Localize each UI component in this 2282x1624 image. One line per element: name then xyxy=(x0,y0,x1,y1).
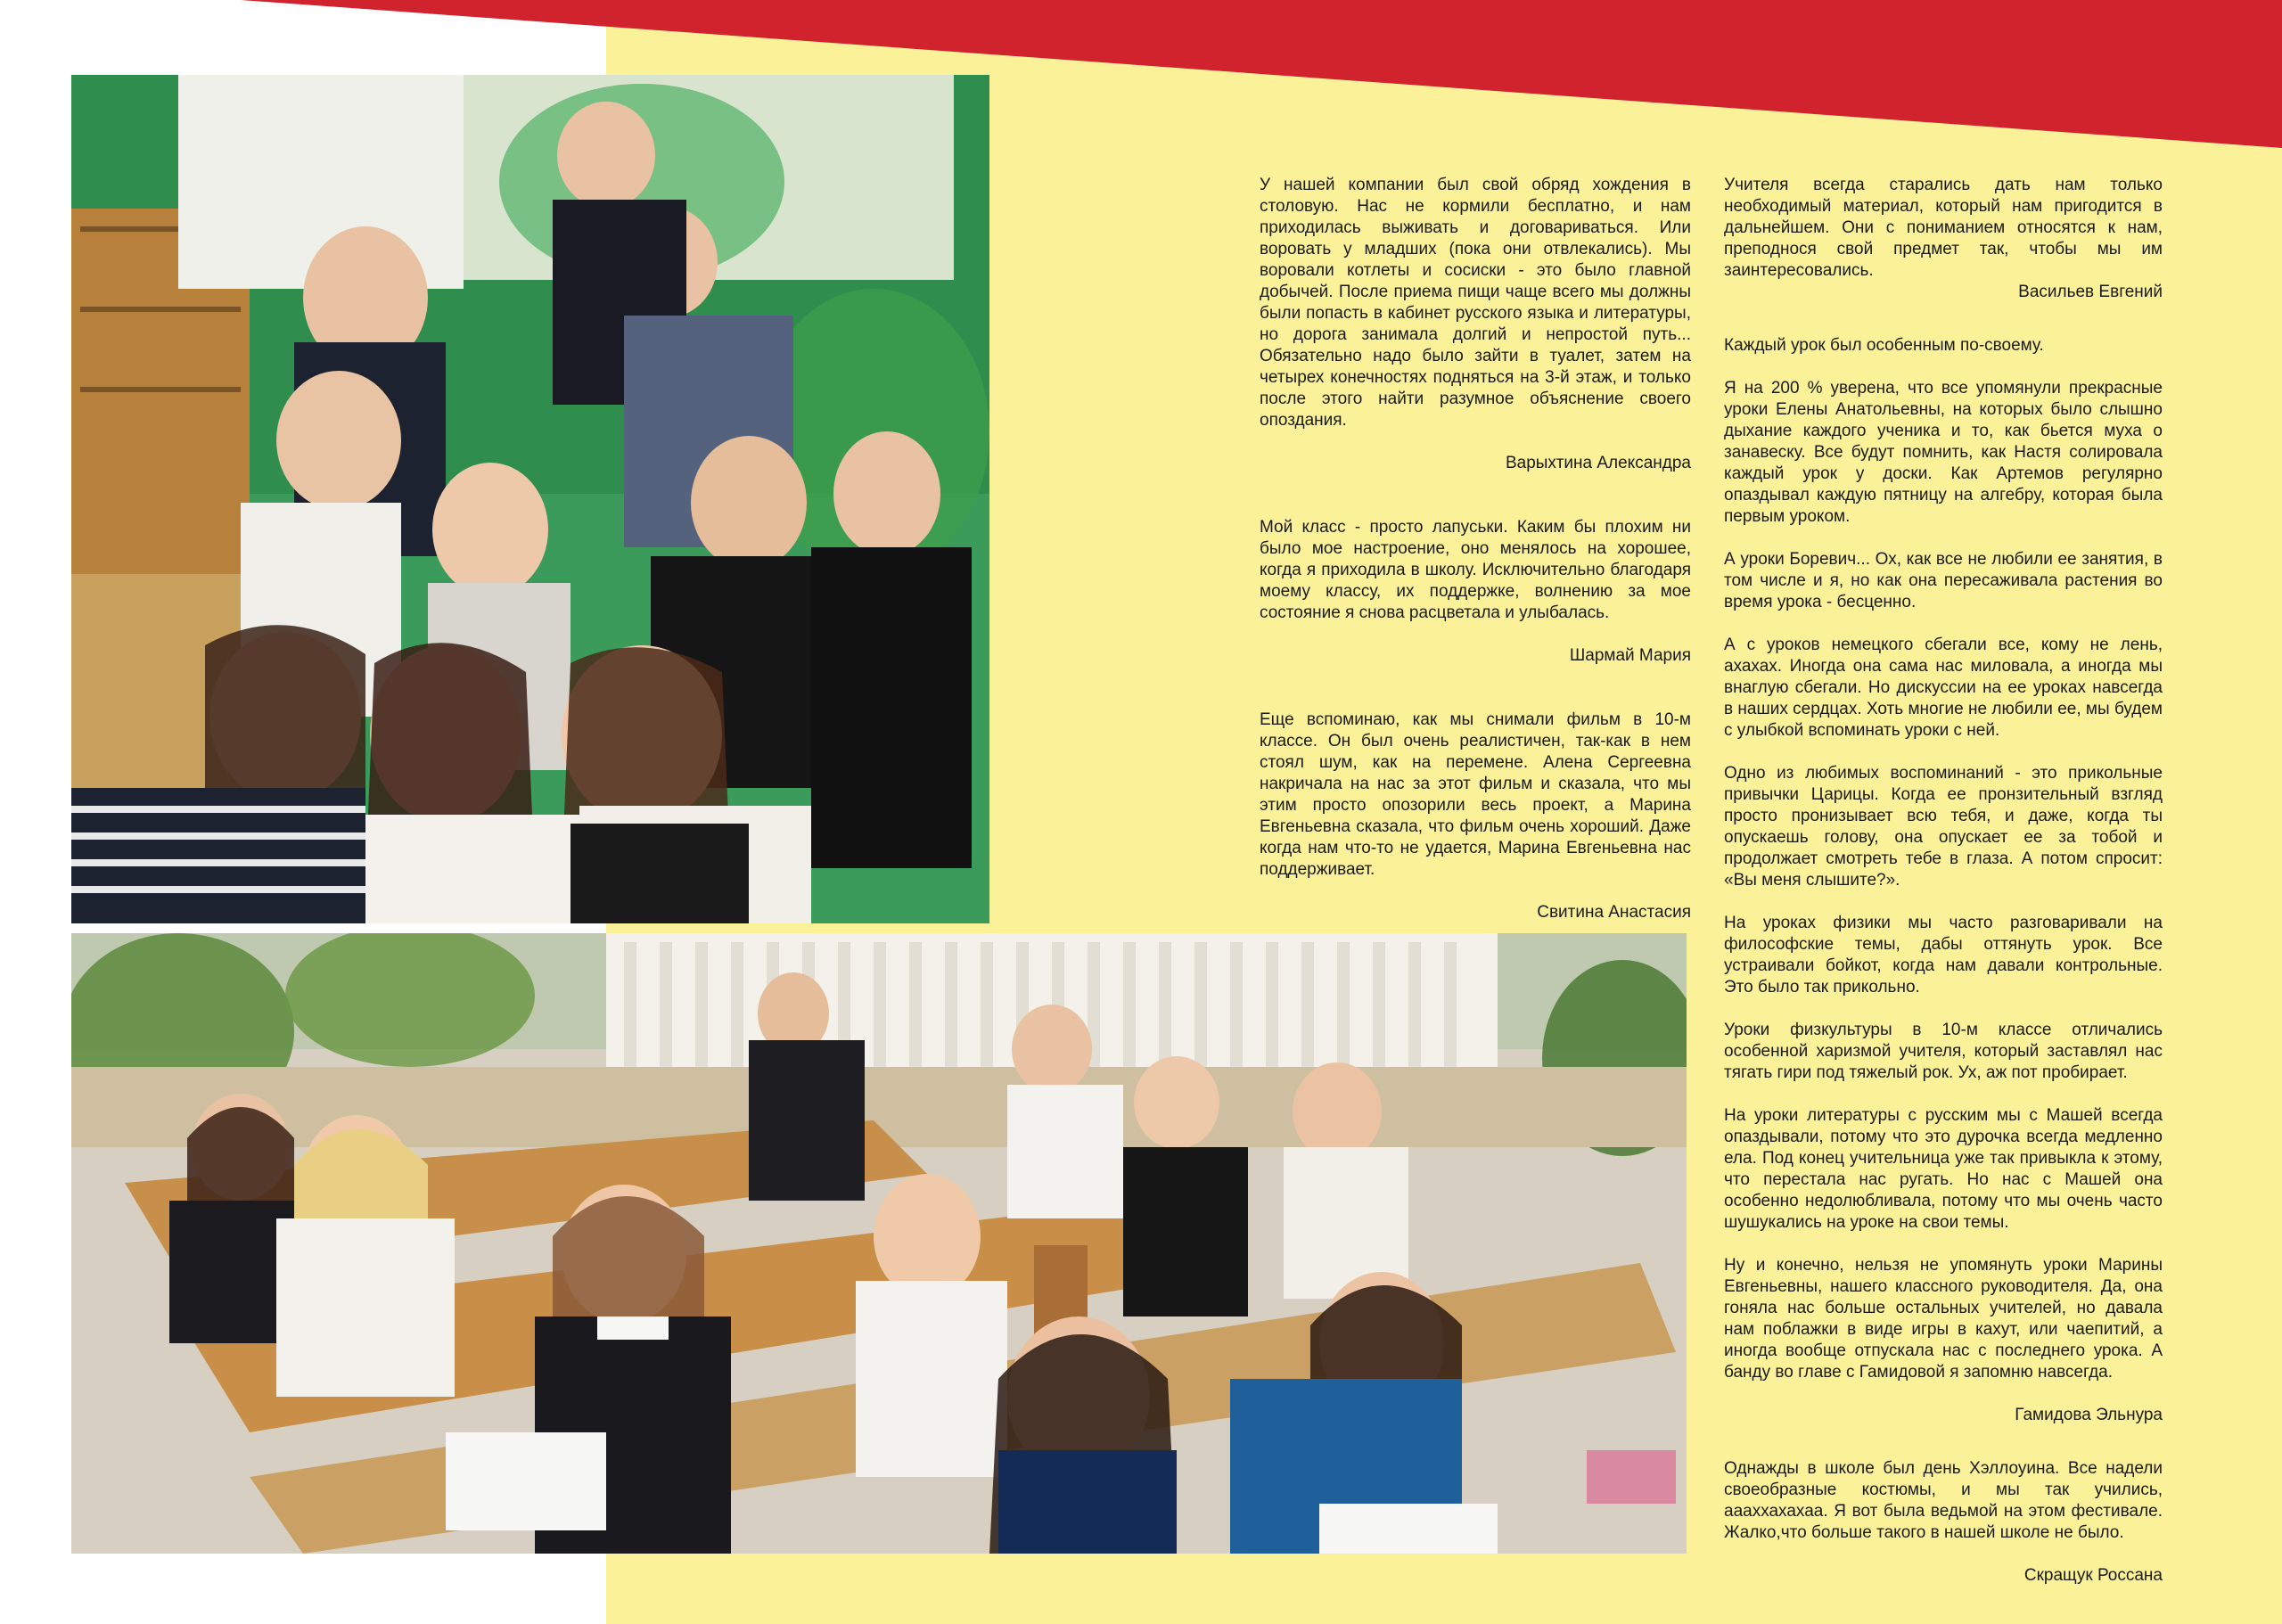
memory-author: Шармай Мария xyxy=(1569,646,1691,665)
classroom-photo xyxy=(71,933,1687,1554)
memory-author: Варыхтина Александра xyxy=(1505,454,1691,472)
memory-text: Еще вспоминаю, как мы снимали фильм в 10-м классе. Он был очень реалистичен, так-как в нем стоял шум, как на перемене. Алена Сергеевна накричала на нас за этот фильм и сказала, что мы этим просто опозорили весь проект, а Марина Евгеньевна сказала, что фильм очень хороший. Даже когда нам что-то не удается, Марина Евгеньевна нас поддерживает. xyxy=(1260,710,1691,879)
group-photo xyxy=(71,75,989,923)
memories-column-right xyxy=(1724,175,2163,1587)
memory-paragraph: На уроках физики мы часто разговаривали на философские темы, дабы оттянуть урок. Все устраивали бойкот, когда нам давали контрольные. Это было так прикольно. xyxy=(1724,914,2163,997)
memory-paragraph: Каждый урок был особенным по-своему. xyxy=(1724,336,2044,355)
memories-column-left xyxy=(1260,175,1691,966)
classroom-photo-icon xyxy=(71,933,1687,1554)
intro-text: Учителя всегда старались дать нам только необходимый материал, который нам пригодится в дальнейшем. Они с пониманием относятся к нам, преподнося свой предмет так, чтобы мы им заинтересовались. xyxy=(1724,176,2163,280)
memory-paragraph: Уроки физкультуры в 10-м классе отличались особенной харизмой учителя, который заставлял нас тягать гири под тяжелый рок. Ух, аж пот пробирает. xyxy=(1724,1021,2163,1082)
memory-text: У нашей компании был свой обряд хождения в столовую. Нас не кормили бесплатно, и нам приходилась выживать и договариваться. Или воровать у младших (пока они отвлекались). Мы воровали котлеты и сосиски - это было главной добычей. После приема пищи чаще всего мы должны были попасть в кабинет русского языка и литературы, но дорога занимала долгий и непростой путь... Обязательно надо было зайти в туалет, затем на четырех конечностях подняться на 3-й этаж, и только после этого найти разумное объяснение своего опоздания. xyxy=(1260,176,1691,430)
memory-paragraph: Я на 200 % уверена, что все упомянули прекрасные уроки Елены Анатольевны, на которых было слышно дыхание каждого ученика и то, как бьется муха о занавеску. Все будут помнить, как Настя солировала каждый урок у доски. Как Артемов регулярно опаздывал каждую пятницу на алгебру, которая была первым уроком. xyxy=(1724,379,2163,526)
closing-text: Однажды в школе был день Хэллоуина. Все надели своеобразные костюмы, и мы так учились, аааххахахаа. Я вот была ведьмой на этом фестивале. Жалко,что больше такого в нашей школе не было. xyxy=(1724,1459,2163,1542)
closing-author: Скращук Россана xyxy=(2023,1566,2163,1585)
memory-paragraph: Ну и конечно, нельзя не упомянуть уроки Марины Евгеньевны, нашего классного руководителя. Да, она гоняла нас больше остальных учителей, но давала нам поблажки в виде игры в кахут, или чаепитий, а иногда вообще отпускала нас с последнего урока. А банду во главе с Гамидовой я запомню навсегда. xyxy=(1724,1256,2163,1382)
paragraphs-author: Гамидова Эльнура xyxy=(2015,1406,2163,1424)
memory-paragraph: А с уроков немецкого сбегали все, кому не лень, ахахах. Иногда она сама нас миловала, а иногда мы внаглую сбегали. Но дискуссии на ее уроках навсегда в наших сердцах. Хоть многие не любили ее, мы будем с улыбкой вспоминать уроки с ней. xyxy=(1724,636,2163,740)
memory-author: Свитина Анастасия xyxy=(1537,903,1691,922)
group-photo-icon xyxy=(71,75,989,923)
memory-paragraph: Одно из любимых воспоминаний - это прикольные привычки Царицы. Когда ее пронзительный взгляд просто пронизывает всю тебя, и даже, когда ты опускаешь голову, она опускает ее за тобой и продолжает смотреть тебе в глаза. А потом спросит: «Вы меня слышите?». xyxy=(1724,764,2163,890)
intro-author: Васильев Евгений xyxy=(2018,283,2163,301)
memory-paragraph: На уроки литературы с русским мы с Машей всегда опаздывали, потому что это дурочка всегда медленно ела. Под конец учительница уже так привыкла к этому, что перестала нас ругать. Но нас с Машей она особенно недолюбливала, потому что мы очень часто шушукались на уроке на свои темы. xyxy=(1724,1106,2163,1232)
memory-paragraph: А уроки Боревич... Ох, как все не любили ее занятия, в том числе и я, но как она пересаживала растения во время урока - бесценно. xyxy=(1724,550,2163,611)
memory-text: Мой класс - просто лапуськи. Каким бы плохим ни было мое настроение, оно менялось на хорошее, когда я приходила в школу. Исключительно благодаря моему классу, их поддержке, волнению за мое состояние я снова расцветала и улыбалась. xyxy=(1260,518,1691,622)
